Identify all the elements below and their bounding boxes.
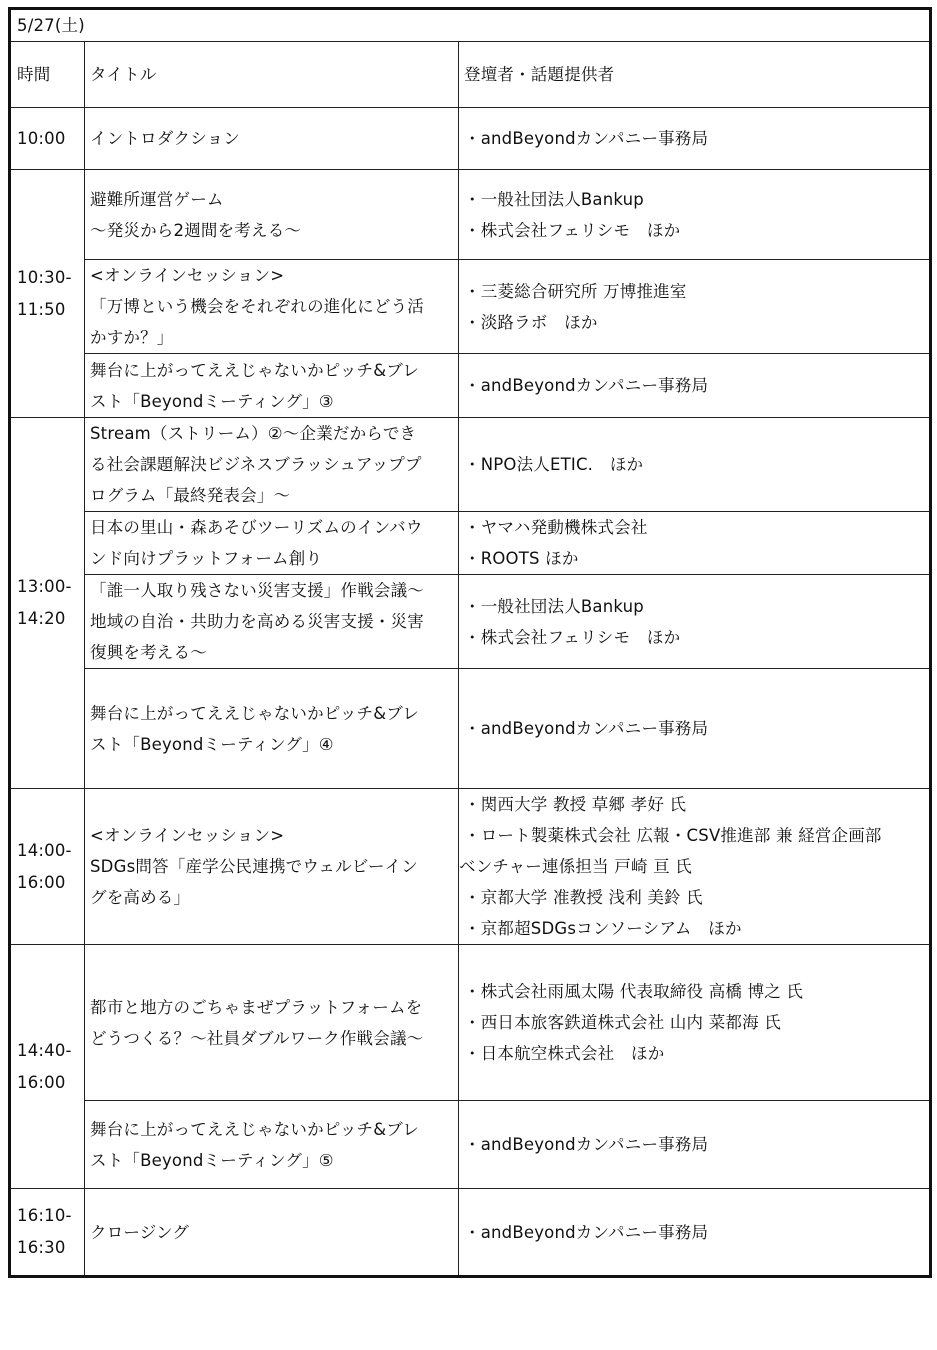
time-line: 16:30 (17, 1238, 66, 1257)
speaker-line: ・西日本旅客鉄道株式会社 山内 菜都海 氏 (464, 1013, 781, 1032)
session-speakers (459, 1189, 931, 1277)
title-line: 舞台に上がってええじゃないかピッチ&ブレ (90, 360, 420, 380)
speaker-line: ・日本航空株式会社 ほか (464, 1044, 665, 1063)
session-time (10, 789, 85, 945)
title-line: クロージング (90, 1222, 190, 1242)
title-line: イントロダクション (90, 129, 240, 148)
speaker-line: ・andBeyondカンパニー事務局 (464, 376, 709, 395)
speaker-line: ・ヤマハ発動機株式会社 (464, 518, 648, 537)
title-line: 舞台に上がってええじゃないかピッチ&ブレ (90, 703, 420, 723)
session-time (10, 108, 85, 170)
title-line: スト「Beyondミーティング」⑤ (90, 1150, 334, 1170)
speaker-line: ・京都大学 准教授 浅利 美鈴 氏 (464, 888, 703, 907)
speaker-line: ・京都超SDGsコンソーシアム ほか (464, 919, 742, 938)
session-speakers (459, 575, 931, 669)
title-line: 「誰一人取り残さない災害支援」作戦会議〜 (90, 581, 424, 600)
title-line: 復興を考える〜 (90, 643, 207, 662)
session-row (10, 170, 931, 260)
session-speakers (459, 945, 931, 1101)
schedule-table (8, 7, 932, 1278)
session-speakers (459, 669, 931, 789)
session-row (10, 260, 931, 354)
session-title (85, 575, 459, 669)
session-title (85, 669, 459, 789)
speaker-line: ・関西大学 教授 草郷 孝好 氏 (464, 795, 687, 814)
title-line: スト「Beyondミーティング」③ (90, 391, 334, 411)
session-speakers (459, 354, 931, 418)
speaker-line: ・NPO法人ETIC. ほか (464, 455, 644, 474)
time-line: 10:00 (17, 128, 66, 148)
session-row (10, 945, 931, 1101)
title-line: 避難所運営ゲーム (90, 189, 224, 209)
session-row (10, 1101, 931, 1189)
session-title (85, 1101, 459, 1189)
speaker-line: ・株式会社雨風太陽 代表取締役 高橋 博之 氏 (464, 982, 804, 1001)
session-speakers (459, 512, 931, 575)
title-line: る社会課題解決ビジネスブラッシュアッププ (90, 455, 422, 474)
session-title (85, 108, 459, 170)
session-title (85, 512, 459, 575)
speaker-line: ・andBeyondカンパニー事務局 (464, 129, 709, 148)
session-time (10, 170, 85, 418)
session-row (10, 418, 931, 512)
title-line: 地域の自治・共助力を高める災害支援・災害 (90, 612, 424, 631)
session-speakers (459, 1101, 931, 1189)
title-line: 〜発災から2週間を考える〜 (90, 220, 302, 240)
header-speakers: 登壇者・話題提供者 (459, 42, 931, 108)
time-line: 16:00 (17, 872, 66, 892)
header-time: 時間 (10, 42, 85, 108)
session-title (85, 354, 459, 418)
session-row (10, 575, 931, 669)
speaker-line: ・三菱総合研究所 万博推進室 (464, 281, 687, 301)
speaker-line: ・andBeyondカンパニー事務局 (464, 1135, 709, 1154)
session-title (85, 1189, 459, 1277)
session-time (10, 1189, 85, 1277)
session-row (10, 1189, 931, 1277)
session-row (10, 512, 931, 575)
speaker-line: ・一般社団法人Bankup (464, 596, 644, 616)
speaker-line: ・ロート製薬株式会社 広報・CSV推進部 兼 経営企画部 (464, 826, 882, 845)
title-line: Stream（ストリーム）②〜企業だからでき (90, 424, 417, 443)
session-row (10, 108, 931, 170)
session-time (10, 945, 85, 1189)
session-speakers (459, 108, 931, 170)
session-title (85, 945, 459, 1101)
title-line: どうつくる？〜社員ダブルワーク作戦会議〜 (90, 1028, 424, 1048)
speaker-line: ・andBeyondカンパニー事務局 (464, 1222, 709, 1242)
date-cell: 5/27(土) (10, 9, 931, 42)
schedule-body (10, 9, 931, 1277)
speaker-line: ・株式会社フェリシモ ほか (464, 627, 681, 647)
title-line: かすか？」 (90, 328, 174, 347)
speaker-line: ・andBeyondカンパニー事務局 (464, 719, 709, 738)
time-line: 10:30- (17, 267, 72, 287)
session-title (85, 418, 459, 512)
title-line: スト「Beyondミーティング」④ (90, 734, 334, 754)
time-line: 13:00- (17, 577, 72, 596)
time-line: 11:50 (17, 299, 66, 319)
session-title (85, 789, 459, 945)
title-line: <オンラインセッション> (90, 266, 285, 285)
title-line: <オンラインセッション> (90, 826, 285, 845)
title-line: ンド向けプラットフォーム創り (90, 549, 323, 568)
session-row (10, 669, 931, 789)
title-line: 舞台に上がってええじゃないかピッチ&ブレ (90, 1119, 420, 1139)
session-row (10, 789, 931, 945)
session-speakers (459, 789, 931, 945)
title-line: 都市と地方のごちゃまぜプラットフォームを (90, 997, 423, 1017)
speaker-line: ・株式会社フェリシモ ほか (464, 220, 681, 240)
session-speakers (459, 260, 931, 354)
time-line: 14:20 (17, 609, 66, 628)
title-line: SDGs問答「産学公民連携でウェルビーイン (90, 857, 418, 876)
speaker-line: ベンチャー連係担当 戸崎 亘 氏 (459, 857, 692, 876)
session-speakers (459, 170, 931, 260)
date-row (10, 9, 931, 42)
speaker-line: ・ROOTS ほか (464, 549, 579, 568)
title-line: 日本の里山・森あそびツーリズムのインバウ (90, 518, 423, 537)
title-line: 「万博という機会をそれぞれの進化にどう活 (90, 297, 424, 316)
session-speakers (459, 418, 931, 512)
title-line: ログラム「最終発表会」〜 (90, 486, 291, 505)
time-line: 14:00- (17, 840, 72, 860)
session-title (85, 170, 459, 260)
time-line: 16:00 (17, 1072, 66, 1092)
time-line: 16:10- (17, 1206, 72, 1225)
session-row (10, 354, 931, 418)
header-row (10, 42, 931, 108)
speaker-line: ・一般社団法人Bankup (464, 189, 644, 209)
header-title: タイトル (85, 42, 459, 108)
title-line: グを高める」 (90, 888, 191, 907)
session-title (85, 260, 459, 354)
speaker-line: ・淡路ラボ ほか (464, 312, 598, 332)
session-time (10, 418, 85, 789)
time-line: 14:40- (17, 1040, 72, 1060)
